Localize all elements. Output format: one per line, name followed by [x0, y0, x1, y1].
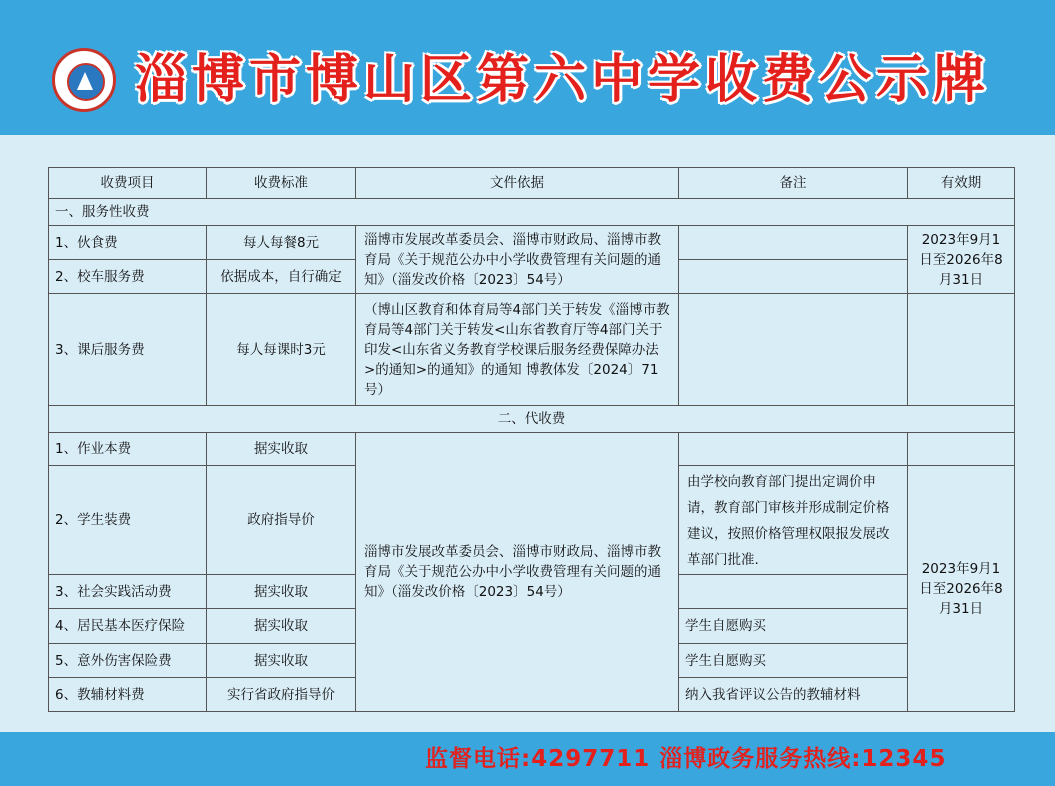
item-validity: 2023年9月1日至2026年8月31日 — [908, 466, 1015, 712]
page-title: 淄博市博山区第六中学收费公示牌 — [135, 50, 991, 110]
item-basis: （博山区教育和体育局等4部门关于转发《淄博市教育局等4部门关于转发<山东省教育厅等4部门关于印发<山东省义务教育学校课后服务经费保障办法>的通知>的通知》的通知 博教体发〔2024〕71号） — [356, 294, 679, 406]
item-validity — [908, 433, 1015, 466]
item-standard: 每人每课时3元 — [207, 294, 356, 406]
item-name: 6、教辅材料费 — [49, 678, 207, 712]
table-row — [49, 433, 1015, 466]
item-name: 5、意外伤害保险费 — [49, 644, 207, 678]
item-basis: 淄博市发展改革委员会、淄博市财政局、淄博市教育局《关于规范公办中小学收费管理有关问题的通知》（淄发改价格〔2023〕54号） — [356, 226, 679, 294]
item-name: 4、居民基本医疗保险 — [49, 609, 207, 644]
emblem-mark-icon — [77, 72, 93, 90]
item-standard: 每人每餐8元 — [207, 226, 356, 260]
item-name: 3、课后服务费 — [49, 294, 207, 406]
section-row — [49, 199, 1015, 226]
section-title: 二、代收费 — [49, 406, 1015, 433]
school-emblem-icon — [52, 48, 116, 112]
section-title: 一、服务性收费 — [49, 199, 1015, 226]
header-cell: 收费项目 — [49, 168, 207, 199]
section-row — [49, 406, 1015, 433]
item-note — [679, 260, 908, 294]
item-note: 学生自愿购买 — [679, 609, 908, 644]
item-name: 1、伙食费 — [49, 226, 207, 260]
table-header-row — [49, 168, 1015, 199]
fee-table — [48, 167, 1015, 712]
item-name: 1、作业本费 — [49, 433, 207, 466]
item-validity: 2023年9月1日至2026年8月31日 — [908, 226, 1015, 294]
item-name: 3、社会实践活动费 — [49, 575, 207, 609]
emblem-center — [67, 63, 105, 101]
hotline-text: 监督电话:4297711 淄博政务服务热线:12345 — [425, 746, 947, 772]
item-standard: 政府指导价 — [207, 466, 356, 575]
item-standard: 据实收取 — [207, 575, 356, 609]
header-cell: 文件依据 — [356, 168, 679, 199]
item-note — [679, 433, 908, 466]
item-name: 2、校车服务费 — [49, 260, 207, 294]
table-row — [49, 226, 1015, 260]
item-standard: 据实收取 — [207, 609, 356, 644]
table-row — [49, 294, 1015, 406]
item-standard: 据实收取 — [207, 644, 356, 678]
item-basis: 淄博市发展改革委员会、淄博市财政局、淄博市教育局《关于规范公办中小学收费管理有关问题的通知》（淄发改价格〔2023〕54号） — [356, 433, 679, 712]
item-note — [679, 294, 908, 406]
item-note: 由学校向教育部门提出定调价申请，教育部门审核并形成制定价格建议，按照价格管理权限报发展改革部门批准. — [679, 466, 908, 575]
item-standard: 据实收取 — [207, 433, 356, 466]
item-name: 2、学生装费 — [49, 466, 207, 575]
item-standard: 实行省政府指导价 — [207, 678, 356, 712]
item-note: 学生自愿购买 — [679, 644, 908, 678]
item-note: 纳入我省评议公告的教辅材料 — [679, 678, 908, 712]
item-note — [679, 226, 908, 260]
item-standard: 依据成本，自行确定 — [207, 260, 356, 294]
header-cell: 备注 — [679, 168, 908, 199]
item-validity — [908, 294, 1015, 406]
header-cell: 收费标准 — [207, 168, 356, 199]
item-note — [679, 575, 908, 609]
header-cell: 有效期 — [908, 168, 1015, 199]
